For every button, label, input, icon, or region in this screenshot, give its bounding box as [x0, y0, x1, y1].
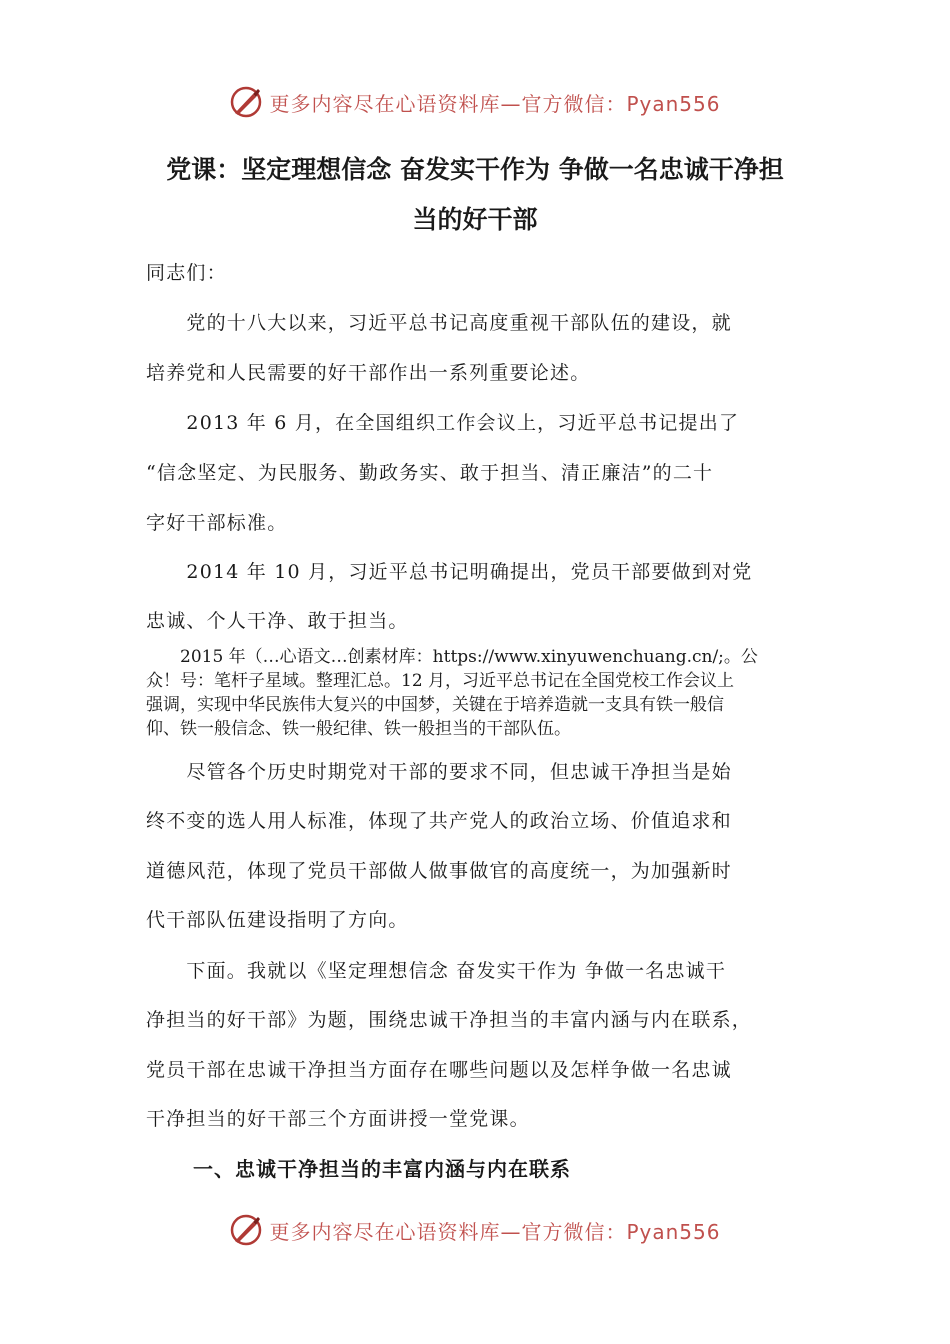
banner-text: 更多内容尽在心语资料库—官方微信：Pyan556 — [269, 91, 721, 116]
document-title-line2: 当的好干部 — [412, 205, 538, 234]
paragraph-4-line-3: 强调，实现中华民族伟大复兴的中国梦，关键在于培养造就一支具有铁一般信 — [146, 695, 724, 715]
greeting: 同志们： — [146, 262, 227, 284]
paragraph-2-line-3: 字好干部标准。 — [146, 512, 288, 534]
paragraph-1-line-1: 党的十八大以来，习近平总书记高度重视干部队伍的建设，就 — [146, 312, 732, 334]
pen-circle-logo-icon — [229, 1213, 263, 1247]
header-banner — [0, 80, 950, 124]
paragraph-2-line-2: “信念坚定、为民服务、勤政务实、敢于担当、清正廉洁”的二十 — [146, 462, 714, 484]
paragraph-6-line-4: 干净担当的好干部三个方面讲授一堂党课。 — [146, 1108, 530, 1130]
paragraph-3-line-1: 2014 年 10 月，习近平总书记明确提出，党员干部要做到对党 — [146, 561, 753, 583]
section-heading-1: 一、忠诚干净担当的丰富内涵与内在联系 — [193, 1157, 571, 1181]
paragraph-6-line-3: 党员干部在忠诚干净担当方面存在哪些问题以及怎样争做一名忠诚 — [146, 1059, 732, 1081]
paragraph-4-line-4: 仰、铁一般信念、铁一般纪律、铁一般担当的干部队伍。 — [146, 719, 571, 739]
document-title-line1: 党课：坚定理想信念 奋发实干作为 争做一名忠诚干净担 — [166, 155, 784, 184]
paragraph-2-line-1: 2013 年 6 月，在全国组织工作会议上，习近平总书记提出了 — [146, 412, 740, 434]
paragraph-3-line-2: 忠诚、个人干净、敢于担当。 — [146, 610, 409, 632]
paragraph-6-line-2: 净担当的好干部》为题，围绕忠诚干净担当的丰富内涵与内在联系， — [146, 1009, 753, 1031]
paragraph-6-line-1: 下面。我就以《坚定理想信念 奋发实干作为 争做一名忠诚干 — [146, 960, 727, 982]
paragraph-5-line-4: 代干部队伍建设指明了方向。 — [146, 909, 409, 931]
pen-circle-logo-icon — [229, 85, 263, 119]
paragraph-4-line-1: 2015 年（…心语文…创素材库：https://www.xinyuwenchuang.cn/;。公 — [146, 647, 758, 667]
paragraph-4-line-2: 众！号：笔杆子星域。整理汇总。12 月，习近平总书记在全国党校工作会议上 — [146, 671, 735, 691]
footer-banner — [0, 1208, 950, 1252]
paragraph-5-line-2: 终不变的选人用人标准，体现了共产党人的政治立场、价值追求和 — [146, 810, 732, 832]
paragraph-5-line-1: 尽管各个历史时期党对干部的要求不同，但忠诚干净担当是始 — [146, 761, 732, 783]
paragraph-5-line-3: 道德风范，体现了党员干部做人做事做官的高度统一，为加强新时 — [146, 860, 732, 882]
paragraph-1-line-2: 培养党和人民需要的好干部作出一系列重要论述。 — [146, 362, 591, 384]
banner-text: 更多内容尽在心语资料库—官方微信：Pyan556 — [269, 1219, 721, 1244]
